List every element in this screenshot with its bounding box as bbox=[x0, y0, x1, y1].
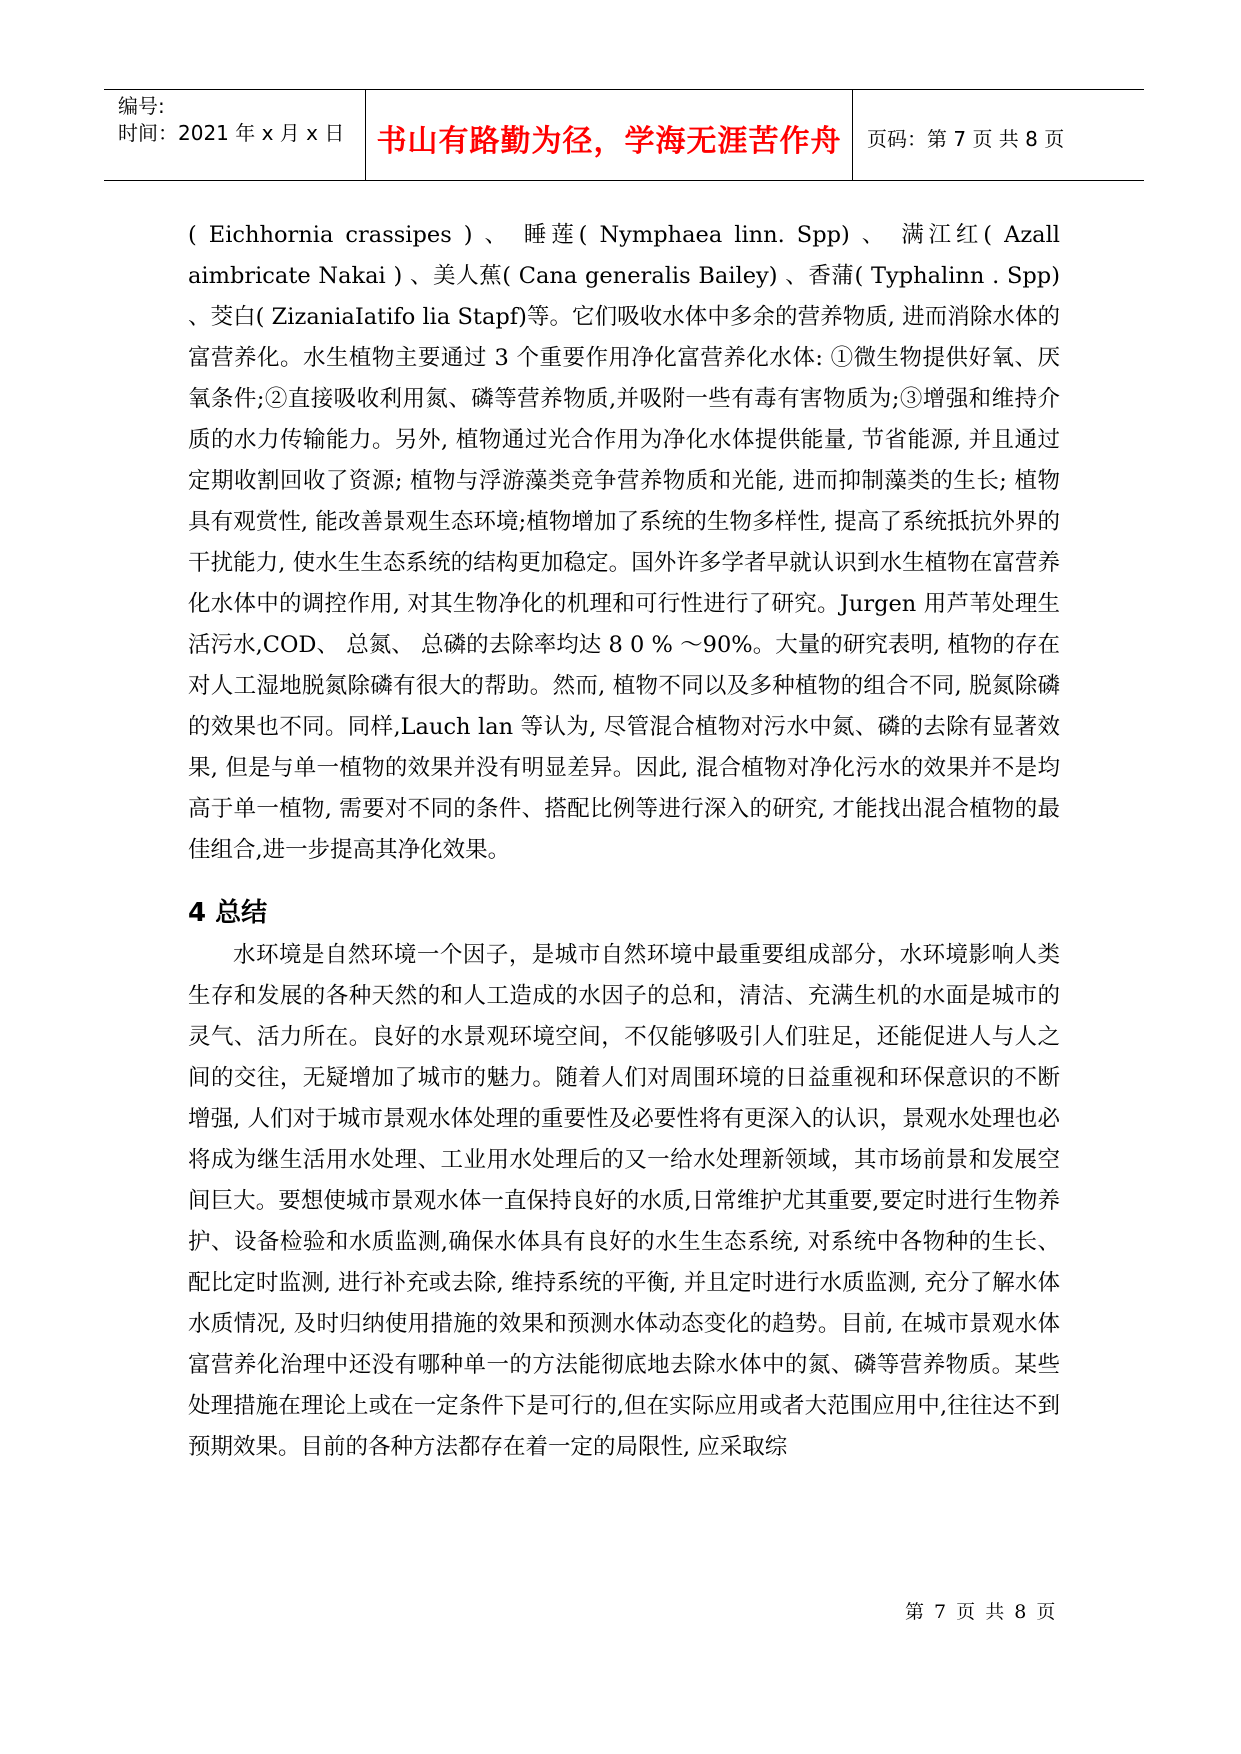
document-time-label: 时间：2021 年 x 月 x 日 bbox=[118, 121, 345, 145]
body-paragraph: 水环境是自然环境一个因子，是城市自然环境中最重要组成部分，水环境影响人类生存和发展的各种天然的和人工造成的水因子的总和，清洁、充满生机的水面是城市的灵气、活力所在。良好的水景观环境空间，不仅能够吸引人们驻足，还能促进人与人之间的交往，无疑增加了城市的魅力。随着人们对周围环境的日益重视和环保意识的不断增强, 人们对于城市景观水体处理的重要性及必要性将有更深入的认识，景观水处理也必将成为继生活用水处理、工业用水处理后的又一给水处理新领域，其市场前景和发展空间巨大。要想使城市景观水体一直保持良好的水质,日常维护尤其重要,要定时进行生物养护、设备检验和水质监测,确保水体具有良好的水生生态系统, 对系统中各物种的生长、 配比定时监测, 进行补充或去除, 维持系统的平衡, 并且定时进行水质监测, 充分了解水体水质情况, 及时归纳使用措施的效果和预测水体动态变化的趋势。目前, 在城市景观水体富营养化治理中还没有哪种单一的方法能彻底地去除水体中的氮、磷等营养物质。某些处理措施在理论上或在一定条件下是可行的,但在实际应用或者大范围应用中,往往达不到预期效果。目前的各种方法都存在着一定的局限性, 应采取综 bbox=[188, 942, 1060, 1460]
section-heading: 4 总结 bbox=[188, 898, 268, 928]
page-footer-number: 第 7 页 共 8 页 bbox=[905, 1601, 1058, 1623]
document-number-label: 编号: bbox=[118, 94, 165, 118]
header-page-cell bbox=[853, 90, 1144, 180]
header-motto: 书山有路勤为径，学海无涯苦作舟 bbox=[376, 124, 842, 159]
document-body bbox=[188, 215, 1060, 1468]
header-page-code: 页码：第 7 页 共 8 页 bbox=[867, 127, 1065, 151]
header-meta-cell bbox=[104, 90, 366, 180]
header-motto-cell bbox=[366, 90, 853, 180]
document-header bbox=[104, 89, 1144, 181]
body-paragraph: ( Eichhornia crassipes ) 、 睡莲( Nymphaea linn. Spp) 、 满江红( Azall aimbricate Nakai ) 、美人蕉( Cana generalis Bailey) 、香蒲( Typhalinn . Spp) 、茭白( ZizaniaIatifo lia Stapf)等。它们吸收水体中多余的营养物质, 进而消除水体的富营养化。水生植物主要通过 3 个重要作用净化富营养化水体: ①微生物提供好氧、厌氧条件;②直接吸收利用氮、磷等营养物质,并吸附一些有毒有害物质为;③增强和维持介质的水力传输能力。另外, 植物通过光合作用为净化水体提供能量, 节省能源, 并且通过定期收割回收了资源; 植物与浮游藻类竞争营养物质和光能, 进而抑制藻类的生长; 植物具有观赏性, 能改善景观生态环境;植物增加了系统的生物多样性, 提高了系统抵抗外界的干扰能力, 使水生生态系统的结构更加稳定。国外许多学者早就认识到水生植物在富营养化水体中的调控作用, 对其生物净化的机理和可行性进行了研究。Jurgen 用芦苇处理生活污水,COD、 总氮、 总磷的去除率均达 8 0 % ～90%。大量的研究表明, 植物的存在对人工湿地脱氮除磷有很大的帮助。然而, 植物不同以及多种植物的组合不同, 脱氮除磷的效果也不同。同样,Lauch lan 等认为, 尽管混合植物对污水中氮、磷的去除有显著效果, 但是与单一植物的效果并没有明显差异。因此, 混合植物对净化污水的效果并不是均高于单一植物, 需要对不同的条件、搭配比例等进行深入的研究, 才能找出混合植物的最佳组合,进一步提高其净化效果。 bbox=[188, 222, 1060, 863]
